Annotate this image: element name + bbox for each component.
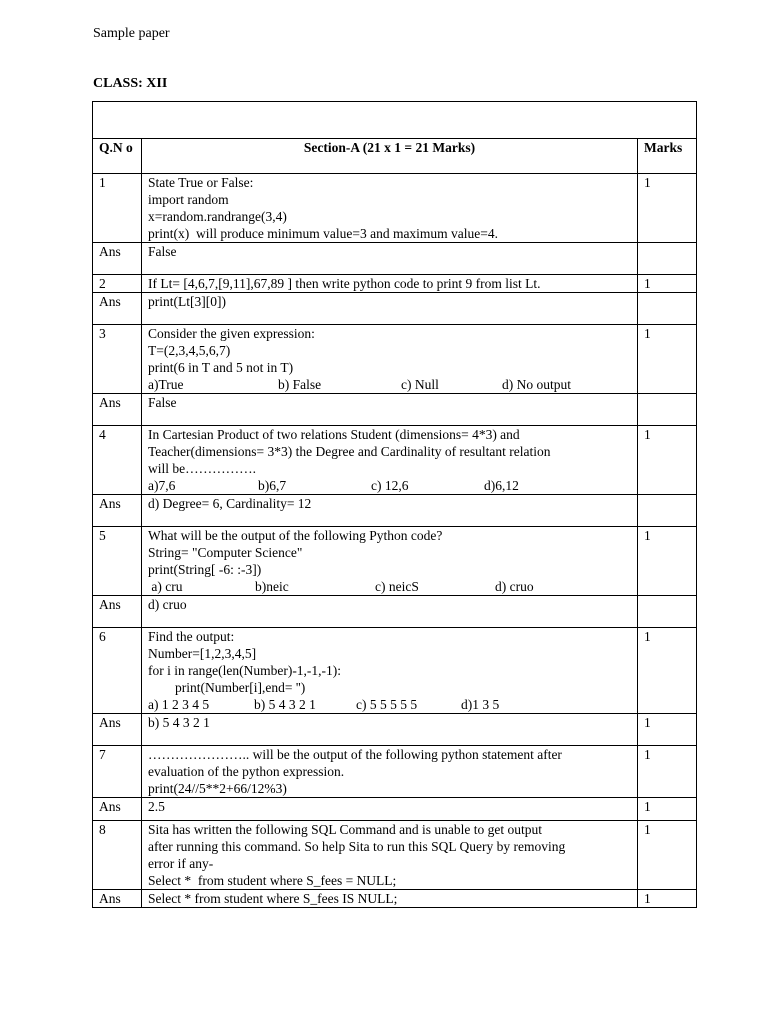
header-marks: Marks — [638, 139, 697, 174]
option-a: a) 1 2 3 4 5 — [148, 697, 210, 712]
options-row — [148, 578, 631, 595]
option-b: b) 5 4 3 2 1 — [254, 697, 316, 712]
question-text — [142, 527, 638, 596]
answer-label: Ans — [93, 293, 142, 325]
question-line: print(x) will produce minimum value=3 and maximum value=4. — [148, 226, 499, 241]
question-row — [93, 821, 697, 890]
question-line: Consider the given expression: — [148, 326, 315, 341]
answer-row — [93, 293, 697, 325]
question-line: Number=[1,2,3,4,5] — [148, 646, 257, 661]
question-marks: 1 — [638, 628, 697, 714]
question-line: for i in range(len(Number)-1,-1,-1): — [148, 663, 342, 678]
question-line: will be……………. — [148, 461, 256, 476]
option-a: a)True — [148, 377, 184, 392]
answer-marks: 1 — [638, 714, 697, 746]
answer-row — [93, 714, 697, 746]
question-row — [93, 325, 697, 394]
question-line: If Lt= [4,6,7,[9,11],67,89 ] then write python code to print 9 from list Lt. — [148, 276, 541, 291]
option-a: a) cru — [148, 579, 183, 594]
option-c: c) Null — [401, 377, 439, 392]
answer-label: Ans — [93, 798, 142, 821]
question-number: 2 — [93, 275, 142, 293]
answer-row — [93, 596, 697, 628]
answer-label: Ans — [93, 596, 142, 628]
question-line: error if any- — [148, 856, 214, 871]
question-number: 7 — [93, 746, 142, 798]
question-marks: 1 — [638, 426, 697, 495]
answer-row — [93, 495, 697, 527]
question-text — [142, 325, 638, 394]
answer-marks — [638, 394, 697, 426]
question-number: 8 — [93, 821, 142, 890]
answer-text: print(Lt[3][0]) — [142, 293, 638, 325]
question-line: print(24//5**2+66/12%3) — [148, 781, 287, 796]
paper-title: Sample paper — [93, 26, 170, 41]
question-table — [92, 101, 697, 908]
question-marks: 1 — [638, 174, 697, 243]
question-text — [142, 746, 638, 798]
question-marks: 1 — [638, 275, 697, 293]
answer-row — [93, 798, 697, 821]
answer-marks — [638, 495, 697, 527]
question-line: import random — [148, 192, 229, 207]
question-text — [142, 426, 638, 495]
option-b: b)6,7 — [258, 478, 287, 493]
question-line: print(String[ -6: :-3]) — [148, 562, 262, 577]
option-d: d) No output — [502, 377, 571, 392]
question-number: 1 — [93, 174, 142, 243]
question-line: Select * from student where S_fees = NULL; — [148, 873, 397, 888]
question-line: String= "Computer Science" — [148, 545, 303, 560]
answer-row — [93, 890, 697, 908]
question-line: print(6 in T and 5 not in T) — [148, 360, 294, 375]
question-line: In Cartesian Product of two relations Student (dimensions= 4*3) and — [148, 427, 520, 442]
answer-marks: 1 — [638, 798, 697, 821]
question-line: ………………….. will be the output of the following python statement after — [148, 747, 562, 762]
question-marks: 1 — [638, 325, 697, 394]
answer-label: Ans — [93, 714, 142, 746]
answer-text: d) Degree= 6, Cardinality= 12 — [142, 495, 638, 527]
answer-text: d) cruo — [142, 596, 638, 628]
question-line: Find the output: — [148, 629, 235, 644]
option-d: d)1 3 5 — [461, 697, 500, 712]
options-row — [148, 376, 631, 393]
option-d: d)6,12 — [484, 478, 519, 493]
question-row — [93, 426, 697, 495]
answer-marks — [638, 293, 697, 325]
question-line: after running this command. So help Sita to run this SQL Query by removing — [148, 839, 566, 854]
question-line: What will be the output of the following Python code? — [148, 528, 443, 543]
answer-text: False — [142, 394, 638, 426]
header-qno: Q.N o — [93, 139, 142, 174]
answer-marks: 1 — [638, 890, 697, 908]
question-row — [93, 275, 697, 293]
option-a: a)7,6 — [148, 478, 176, 493]
answer-text: 2.5 — [142, 798, 638, 821]
question-number: 6 — [93, 628, 142, 714]
option-d: d) cruo — [495, 579, 534, 594]
option-b: b) False — [278, 377, 322, 392]
question-line: T=(2,3,4,5,6,7) — [148, 343, 231, 358]
option-b: b)neic — [255, 579, 289, 594]
answer-label: Ans — [93, 890, 142, 908]
question-number: 4 — [93, 426, 142, 495]
question-number: 5 — [93, 527, 142, 596]
question-row — [93, 746, 697, 798]
question-text — [142, 275, 638, 293]
answer-text: b) 5 4 3 2 1 — [142, 714, 638, 746]
answer-marks — [638, 596, 697, 628]
answer-row — [93, 243, 697, 275]
question-text — [142, 628, 638, 714]
option-c: c) 5 5 5 5 5 — [356, 697, 418, 712]
question-marks: 1 — [638, 527, 697, 596]
question-marks: 1 — [638, 746, 697, 798]
question-line: evaluation of the python expression. — [148, 764, 345, 779]
question-number: 3 — [93, 325, 142, 394]
header-section: Section-A (21 x 1 = 21 Marks) — [142, 139, 638, 174]
answer-label: Ans — [93, 495, 142, 527]
question-line: State True or False: — [148, 175, 254, 190]
answer-text: Select * from student where S_fees IS NULL; — [142, 890, 638, 908]
empty-cell — [93, 102, 697, 139]
answer-label: Ans — [93, 243, 142, 275]
question-row — [93, 174, 697, 243]
answer-marks — [638, 243, 697, 275]
table-header-row — [93, 139, 697, 174]
question-row — [93, 527, 697, 596]
class-label: CLASS: XII — [93, 76, 168, 91]
question-text — [142, 174, 638, 243]
question-line: Teacher(dimensions= 3*3) the Degree and Cardinality of resultant relation — [148, 444, 551, 459]
options-row — [148, 477, 631, 494]
options-row — [148, 696, 631, 713]
question-text — [142, 821, 638, 890]
question-marks: 1 — [638, 821, 697, 890]
question-line: print(Number[i],end= '') — [148, 680, 306, 695]
answer-label: Ans — [93, 394, 142, 426]
option-c: c) neicS — [375, 579, 419, 594]
answer-text: False — [142, 243, 638, 275]
question-line: x=random.randrange(3,4) — [148, 209, 287, 224]
question-line: Sita has written the following SQL Command and is unable to get output — [148, 822, 542, 837]
answer-row — [93, 394, 697, 426]
option-c: c) 12,6 — [371, 478, 409, 493]
table-top-empty-row — [93, 102, 697, 139]
question-row — [93, 628, 697, 714]
